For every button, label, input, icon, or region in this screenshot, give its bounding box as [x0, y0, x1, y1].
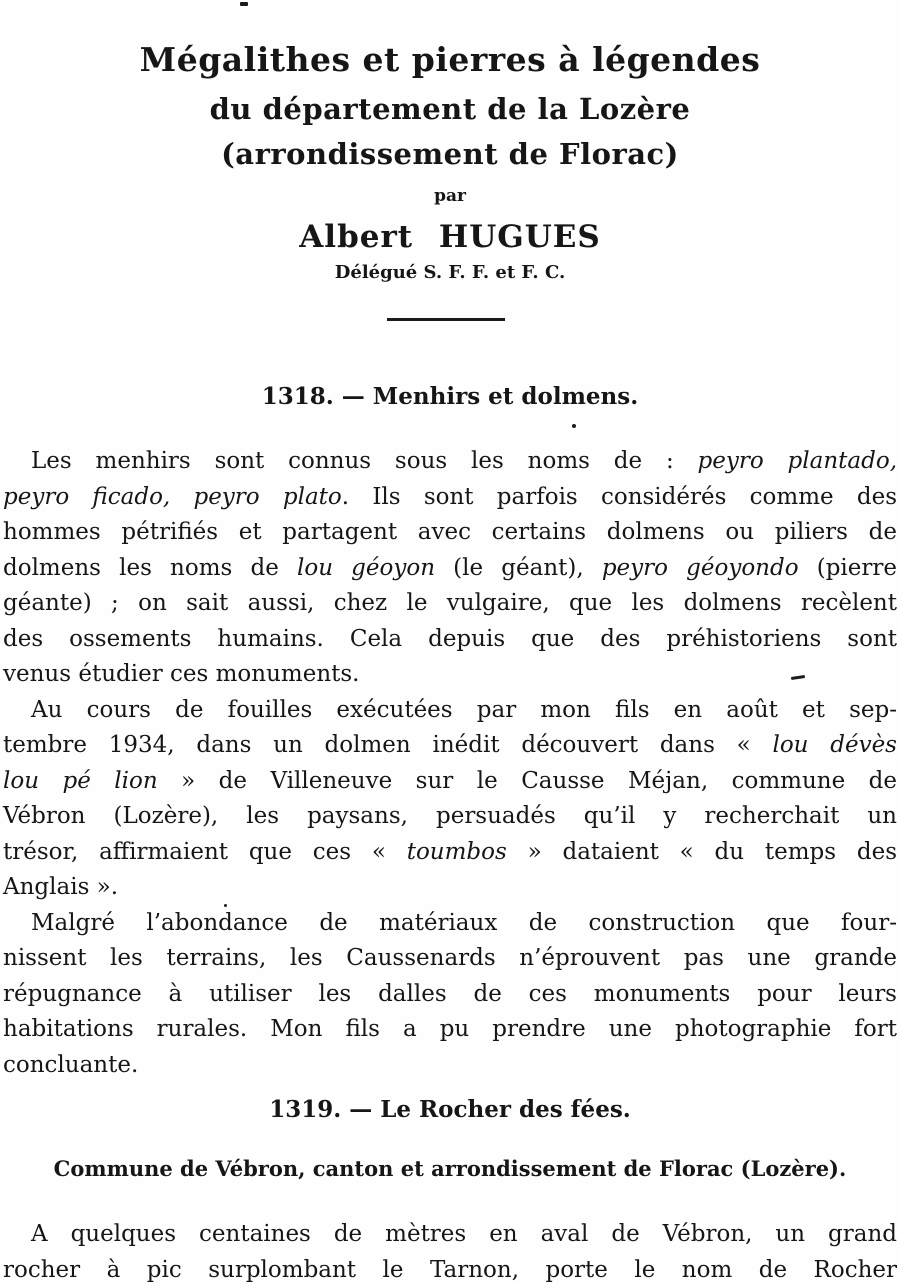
section-subheading: Commune de Vébron, canton et arrondissement de Florac (Lozère).: [53, 1156, 847, 1181]
section-divider: [387, 318, 505, 321]
paragraph-line: [3, 764, 897, 800]
paragraph-line: [3, 622, 897, 658]
paragraph-line: [3, 1217, 897, 1253]
italic-text: peyro plantado,: [697, 448, 897, 474]
section-heading: 1319. — Le Rocher des fées.: [269, 1096, 631, 1123]
italic-text: lou pé lion: [3, 767, 158, 794]
document-body: [0, 384, 900, 1283]
paragraph-line: [3, 693, 897, 729]
section-2: [3, 1097, 897, 1283]
text: Les menhirs sont connus sous les noms de :: [31, 448, 698, 474]
text: hommes pétrifiés et partagent avec certains dolmens ou piliers de: [3, 519, 897, 545]
text: Au cours de fouilles exécutées par mon fils en août et sep-: [31, 696, 897, 723]
paragraph-line: [3, 480, 897, 516]
text: Malgré l’abondance de matériaux de construction que four-: [31, 909, 897, 936]
text: (pierre: [798, 554, 898, 581]
text: des ossements humains. Cela depuis que des préhistoriens sont: [3, 625, 897, 652]
paragraph-line: [3, 977, 897, 1013]
title-line-2: du département de la Lozère: [209, 92, 691, 126]
author-name: Albert HUGUES: [299, 219, 601, 255]
paragraph-line: [3, 1012, 897, 1048]
section-1: [3, 384, 897, 1083]
paragraph-line: [3, 799, 897, 835]
text: dolmens les noms de: [3, 554, 297, 581]
italic-text: peyro géoyondo: [601, 554, 799, 581]
italic-text: peyro ficado, peyro plato: [3, 483, 342, 510]
title-line-1: Mégalithes et pierres à légendes: [139, 40, 761, 79]
text: . Ils sont parfois considérés comme des: [341, 483, 897, 510]
text: » dataient « du temps des: [506, 838, 897, 865]
paragraph-line: [3, 551, 897, 587]
paragraph-line: [3, 444, 897, 480]
italic-text: toumbos: [406, 838, 507, 865]
paragraph-line: [3, 941, 897, 977]
text: (le géant),: [435, 554, 602, 581]
text: Vébron (Lozère), les paysans, persuadés qu’il y recherchait un: [3, 803, 897, 829]
paragraph-line: [3, 835, 897, 871]
text: répugnance à utiliser les dalles de ces monuments pour leurs: [3, 980, 897, 1007]
text: géante) ; on sait aussi, chez le vulgaire, que les dolmens recèlent: [3, 590, 897, 616]
section-heading: 1318. — Menhirs et dolmens.: [261, 383, 639, 410]
text: habitations rurales. Mon fils a pu prendre une photographie fort: [3, 1016, 897, 1042]
scan-artifact: [224, 904, 227, 907]
text: venus étudier ces monuments.: [3, 661, 360, 687]
paragraph-line: [3, 870, 897, 906]
paragraph-line: [3, 1253, 897, 1283]
paragraph-line: [3, 657, 897, 693]
text: concluante.: [3, 1051, 139, 1078]
paragraph-line: [3, 906, 897, 942]
paragraph-line: [3, 1048, 897, 1084]
text: trésor, affirmaient que ces «: [3, 838, 407, 865]
author-role: Délégué S. F. F. et F. C.: [334, 262, 566, 283]
paragraph-line: [3, 586, 897, 622]
paragraph-line: [3, 515, 897, 551]
text: A quelques centaines de mètres en aval de Vébron, un grand: [31, 1221, 897, 1247]
scan-artifact: [572, 424, 576, 428]
text: rocher à pic surplombant le Tarnon, porte le nom de Rocher: [3, 1256, 897, 1283]
text: tembre 1934, dans un dolmen inédit découvert dans «: [3, 732, 773, 758]
title-line-3: (arrondissement de Florac): [221, 137, 679, 171]
text: Anglais ».: [3, 874, 119, 900]
paragraph-line: [3, 728, 897, 764]
text: » de Villeneuve sur le Causse Méjan, commune de: [157, 767, 897, 794]
scan-artifact: [240, 2, 248, 6]
text: nissent les terrains, les Caussenards n’éprouvent pas une grande: [3, 945, 897, 971]
italic-text: lou géoyon: [297, 554, 436, 581]
byline-prefix: par: [434, 186, 466, 206]
italic-text: lou dévès: [772, 732, 897, 758]
